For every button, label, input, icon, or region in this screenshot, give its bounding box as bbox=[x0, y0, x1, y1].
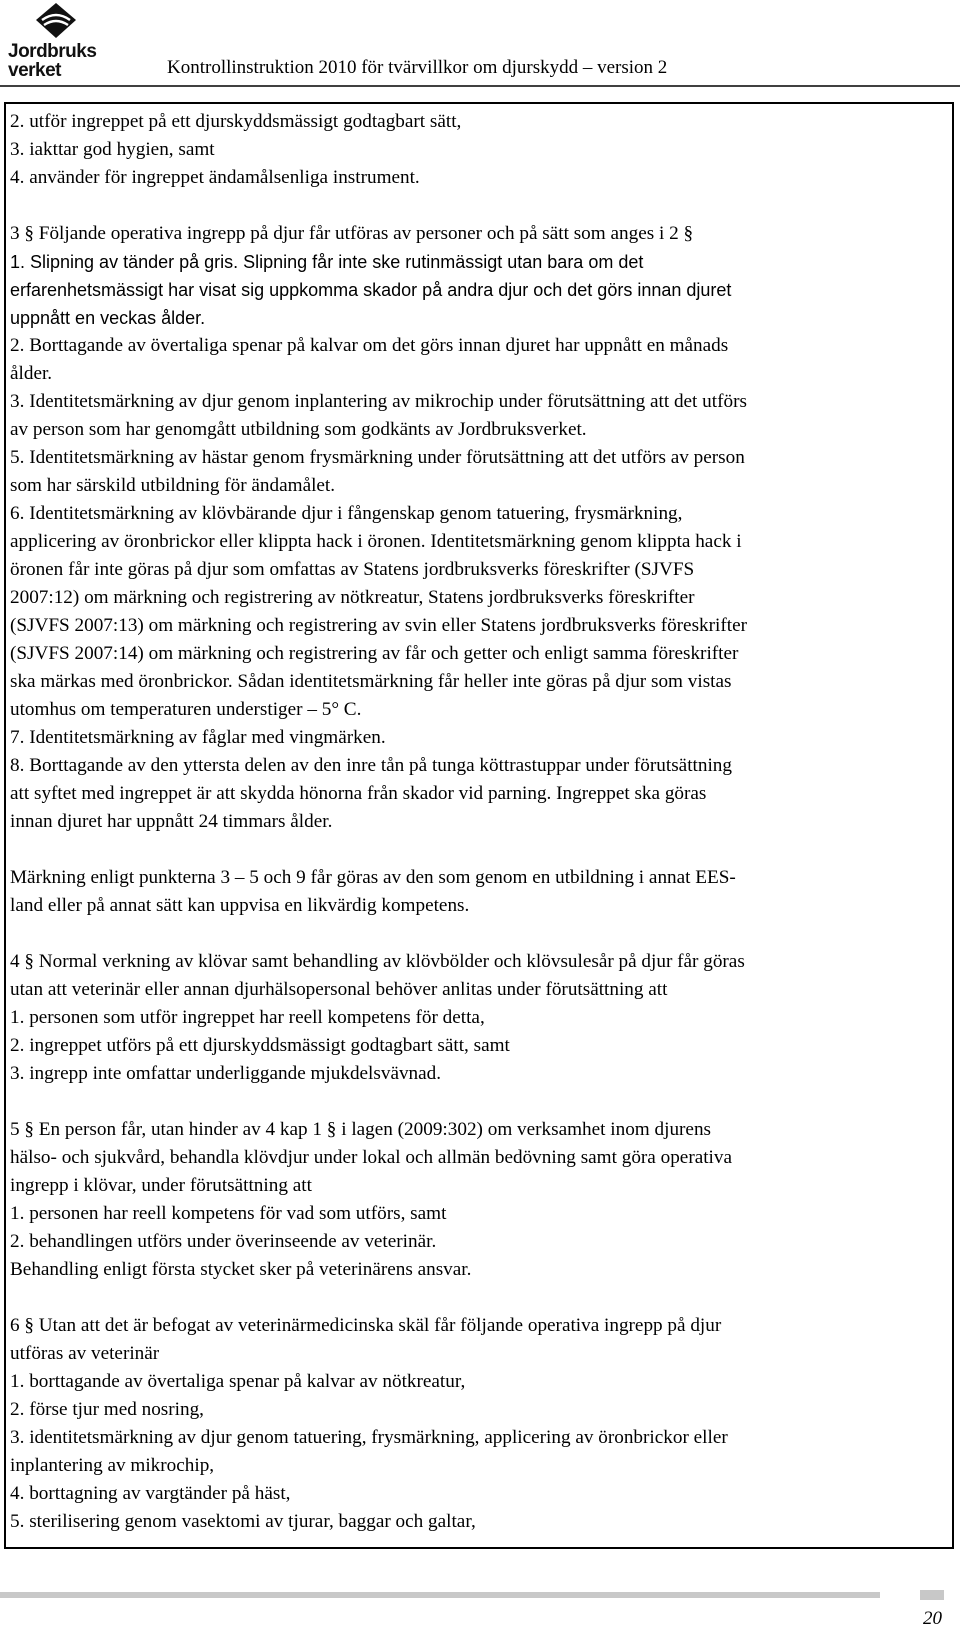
text-line: 2. utför ingreppet på ett djurskyddsmässigt godtagbart sätt, bbox=[10, 111, 462, 132]
text-line: 3. ingrepp inte omfattar underliggande mjukdelsvävnad. bbox=[10, 1063, 442, 1084]
logo-wordmark bbox=[8, 42, 96, 80]
text-line: 2. ingreppet utförs på ett djurskyddsmässigt godtagbart sätt, samt bbox=[10, 1035, 510, 1056]
text-line: 1. borttagande av övertaliga spenar på kalvar av nötkreatur, bbox=[10, 1371, 466, 1392]
text-line: 8. Borttagande av den yttersta delen av den inre tån på tunga köttrastuppar under förutsättning bbox=[10, 755, 732, 776]
text-line: 3 § Följande operativa ingrepp på djur får utföras av personer och på sätt som anges i 2 § bbox=[10, 223, 694, 244]
paragraph-gap bbox=[10, 1284, 948, 1312]
text-line: utföras av veterinär bbox=[10, 1343, 160, 1364]
text-line: ingrepp i klövar, under förutsättning att bbox=[10, 1175, 312, 1196]
text-line: applicering av öronbrickor eller klippta hack i öronen. Identitetsmärkning genom klippta hack i bbox=[10, 531, 742, 552]
text-line: 6. Identitetsmärkning av klövbärande djur i fångenskap genom tatuering, frysmärkning, bbox=[10, 503, 683, 524]
paragraph-gap bbox=[10, 836, 948, 864]
text-line: erfarenhetsmässigt har visat sig uppkomma skador på andra djur och det görs innan djuret bbox=[10, 280, 732, 300]
text-line: (SJVFS 2007:14) om märkning och registrering av får och getter och enligt samma föreskrifter bbox=[10, 643, 739, 664]
text-line: 5 § En person får, utan hinder av 4 kap 1 § i lagen (2009:302) om verksamhet inom djurens bbox=[10, 1119, 712, 1140]
text-line: 2. Borttagande av övertaliga spenar på kalvar om det görs innan djuret har uppnått en månads bbox=[10, 335, 729, 356]
text-line: 5. sterilisering genom vasektomi av tjurar, baggar och galtar, bbox=[10, 1511, 476, 1532]
text-line: 1. personen har reell kompetens för vad som utförs, samt bbox=[10, 1203, 447, 1224]
text-line: land eller på annat sätt kan uppvisa en likvärdig kompetens. bbox=[10, 895, 470, 916]
footer-square bbox=[920, 1590, 944, 1600]
page-header bbox=[0, 0, 960, 100]
text-line: 1. personen som utför ingreppet har reell kompetens för detta, bbox=[10, 1007, 485, 1028]
page-number: 20 bbox=[923, 1608, 942, 1629]
text-line: Märkning enligt punkterna 3 – 5 och 9 får göras av den som genom en utbildning i annat EES- bbox=[10, 867, 736, 888]
text-line: utomhus om temperaturen understiger – 5° C. bbox=[10, 699, 362, 720]
text-line: (SJVFS 2007:13) om märkning och registrering av svin eller Statens jordbruksverks föreskrifter bbox=[10, 615, 747, 636]
text-line: 2. behandlingen utförs under överinseende av veterinär. bbox=[10, 1231, 437, 1252]
text-line: 4 § Normal verkning av klövar samt behandling av klövbölder och klövsulesår på djur får göras bbox=[10, 951, 745, 972]
text-line: Behandling enligt första stycket sker på veterinärens ansvar. bbox=[10, 1259, 472, 1280]
paragraph-gap bbox=[10, 920, 948, 948]
text-line: 6 § Utan att det är befogat av veterinärmedicinska skäl får följande operativa ingrepp på djur bbox=[10, 1315, 722, 1336]
text-line: 7. Identitetsmärkning av fåglar med vingmärken. bbox=[10, 727, 386, 748]
logo-wordmark-line2: verket bbox=[8, 60, 61, 81]
text-line: uppnått en veckas ålder. bbox=[10, 308, 206, 328]
text-line: 3. iakttar god hygien, samt bbox=[10, 139, 215, 160]
content-box bbox=[4, 102, 954, 1549]
text-line: innan djuret har uppnått 24 timmars ålder. bbox=[10, 811, 333, 832]
text-line: utan att veterinär eller annan djurhälsopersonal behöver anlitas under förutsättning att bbox=[10, 979, 668, 1000]
document-title: Kontrollinstruktion 2010 för tvärvillkor om djurskydd – version 2 bbox=[167, 57, 668, 78]
text-line: av person som har genomgått utbildning som godkänts av Jordbruksverket. bbox=[10, 419, 587, 440]
jordbruksverket-logo bbox=[8, 2, 104, 81]
footer-bar bbox=[0, 1592, 880, 1598]
paragraph-gap bbox=[10, 1088, 948, 1116]
text-line: hälso- och sjukvård, behandla klövdjur under lokal och allmän bedövning samt göra operativa bbox=[10, 1147, 732, 1168]
logo-wordmark-line1: Jordbruks bbox=[8, 41, 97, 62]
text-line: 1. Slipning av tänder på gris. Slipning får inte ske rutinmässigt utan bara om det bbox=[10, 252, 644, 272]
header-rule bbox=[0, 84, 960, 90]
text-line: 3. identitetsmärkning av djur genom tatuering, frysmärkning, applicering av öronbrickor eller bbox=[10, 1427, 728, 1448]
text-line: 2. förse tjur med nosring, bbox=[10, 1399, 204, 1420]
text-line: inplantering av mikrochip, bbox=[10, 1455, 215, 1476]
page-footer bbox=[0, 1580, 960, 1629]
text-line: som har särskild utbildning för ändamålet. bbox=[10, 475, 336, 496]
text-line: 5. Identitetsmärkning av hästar genom frysmärkning under förutsättning att det utförs av person bbox=[10, 447, 745, 468]
text-line: 2007:12) om märkning och registrering av nötkreatur, Statens jordbruksverks föreskrifter bbox=[10, 587, 695, 608]
text-line: 4. borttagning av vargtänder på häst, bbox=[10, 1483, 291, 1504]
text-line: öronen får inte göras på djur som omfattas av Statens jordbruksverks föreskrifter (SJVFS bbox=[10, 559, 695, 580]
text-line: 4. använder för ingreppet ändamålsenliga instrument. bbox=[10, 167, 420, 188]
document-body bbox=[10, 108, 948, 1536]
diamond-logo-icon bbox=[34, 2, 78, 42]
text-line: ålder. bbox=[10, 363, 53, 384]
text-line: ska märkas med öronbrickor. Sådan identitetsmärkning får heller inte göras på djur som vistas bbox=[10, 671, 732, 692]
text-line: att syftet med ingreppet är att skydda hönorna från skador vid parning. Ingreppet ska göras bbox=[10, 783, 707, 804]
text-line: 3. Identitetsmärkning av djur genom inplantering av mikrochip under förutsättning att det utförs bbox=[10, 391, 747, 412]
paragraph-gap bbox=[10, 192, 948, 220]
